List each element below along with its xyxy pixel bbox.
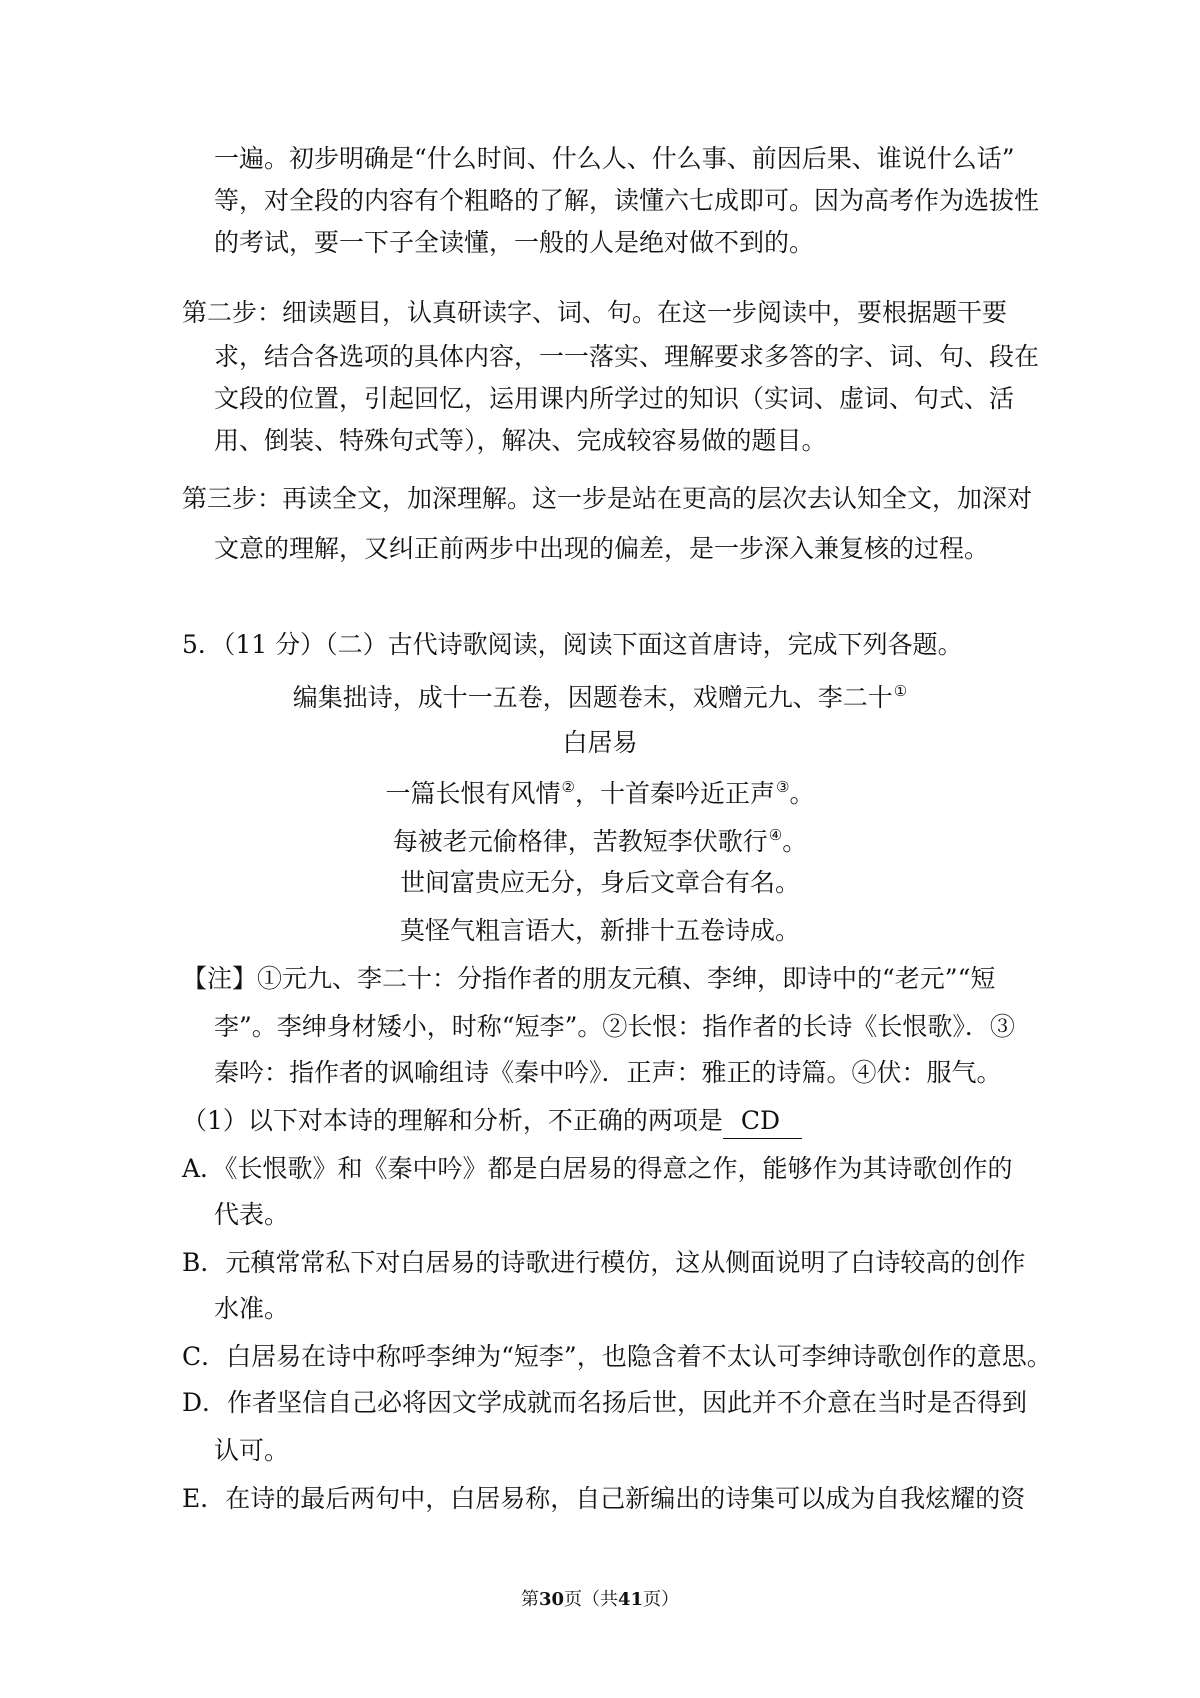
option-c-line-1: C．白居易在诗中称呼李绅为“短李”，也隐含着不太认可李绅诗歌创作的意思。 (182, 1342, 1052, 1371)
option-d-line-2: 认可。 (214, 1436, 290, 1465)
poem-line-1 (0, 770, 1200, 811)
poem-title-text: 编集拙诗，成十一五卷，因题卷末，戏赠元九、李二十 (292, 683, 893, 712)
poem-line-text: ，十首秦吟近正声 (574, 779, 775, 808)
poem-line-text: 。 (782, 827, 808, 856)
step2-line-1: 第二步：细读题目，认真研读字、词、句。在这一步阅读中，要根据题干要 (182, 298, 1008, 327)
footer-text: 第 (520, 1589, 539, 1610)
footer-page-number: 30 (538, 1589, 564, 1610)
footer-text: 页） (643, 1589, 680, 1610)
poem-line-text: 一篇长恨有风情 (385, 779, 561, 808)
poem-line-2 (0, 818, 1200, 859)
notes-line-2: 李”。李绅身材矮小，时称“短李”。②长恨：指作者的长诗《长恨歌》．③ (214, 1012, 1015, 1041)
option-a-line-1: A．《长恨歌》和《秦中吟》都是白居易的得意之作，能够作为其诗歌创作的 (182, 1154, 1013, 1183)
notes-line-1: 【注】①元九、李二十：分指作者的朋友元稹、李绅，即诗中的“老元”“短 (182, 964, 996, 993)
poem-title-note: ① (893, 682, 908, 700)
poem-line-4: 莫怪气粗言语大，新排十五卷诗成。 (399, 916, 800, 945)
answer-blank: CD (723, 1104, 802, 1139)
option-b-line-2: 水准。 (214, 1294, 290, 1323)
poem-note-marker: ③ (776, 778, 790, 796)
option-b-line-1: B．元稹常常私下对白居易的诗歌进行模仿，这从侧面说明了白诗较高的创作 (182, 1248, 1026, 1277)
step1-line-1: 一遍。初步明确是“什么时间、什么人、什么事、前因后果、谁说什么话” (214, 144, 1015, 173)
step3-line-2: 文意的理解，又纠正前两步中出现的偏差，是一步深入兼复核的过程。 (214, 534, 990, 563)
poem-line-text: 。 (789, 779, 815, 808)
subquestion-1 (182, 1104, 802, 1139)
step2-line-3: 文段的位置，引起回忆，运用课内所学过的知识（实词、虚词、句式、活 (214, 384, 1015, 413)
poem-line-3: 世间富贵应无分，身后文章合有名。 (399, 868, 800, 897)
subquestion-prompt: （1）以下对本诗的理解和分析，不正确的两项是 (182, 1106, 723, 1135)
option-a-line-2: 代表。 (214, 1200, 290, 1229)
question-header: 5．（11 分）（二）古代诗歌阅读，阅读下面这首唐诗，完成下列各题。 (182, 630, 963, 659)
poem-line-text: 每被老元偷格律，苦教短李伏歌行 (392, 827, 768, 856)
option-e-line-1: E．在诗的最后两句中，白居易称，自己新编出的诗集可以成为自我炫耀的资 (182, 1484, 1026, 1513)
footer-total-pages: 41 (618, 1589, 644, 1610)
option-d-line-1: D．作者坚信自己必将因文学成就而名扬后世，因此并不介意在当时是否得到 (182, 1388, 1028, 1417)
footer-text: 页（共 (564, 1589, 618, 1610)
page-footer (0, 1588, 1200, 1612)
poem-author: 白居易 (562, 728, 638, 757)
step3-line-1: 第三步：再读全文，加深理解。这一步是站在更高的层次去认知全文，加深对 (182, 484, 1033, 513)
step2-line-2: 求，结合各选项的具体内容，一一落实、理解要求多答的字、词、句、段在 (214, 342, 1040, 371)
poem-note-marker: ② (561, 778, 575, 796)
poem-note-marker: ④ (768, 826, 783, 844)
step1-line-3: 的考试，要一下子全读懂，一般的人是绝对做不到的。 (214, 228, 815, 257)
step1-line-2: 等，对全段的内容有个粗略的了解，读懂六七成即可。因为高考作为选拔性 (214, 186, 1040, 215)
poem-title (0, 674, 1200, 715)
notes-line-3: 秦吟：指作者的讽喻组诗《秦中吟》．正声：雅正的诗篇。④伏：服气。 (214, 1058, 1002, 1087)
step2-line-4: 用、倒装、特殊句式等），解决、完成较容易做的题目。 (214, 426, 827, 455)
